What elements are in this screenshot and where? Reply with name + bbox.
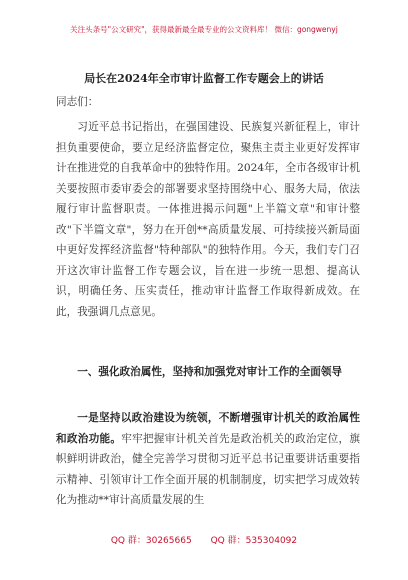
paragraph-point-1-lead: 一是坚持以政治建设为统领，不断增强审计机关的政治属性和政治功能。: [56, 412, 360, 445]
paragraph-intro: 习近平总书记指出，在强国建设、民族复兴新征程上，审计担负重要使命，要立足经济监督定位，聚焦主责主业更好发挥审计在推进党的自我革命中的独特作用。2024年，全市各级审计机关要按照市委审委会的部署要求坚持围绕中心、服务大局，依法履行审计监督职责。一体推进揭示问题"上半篇文章"和审计整改"下半篇文章"，努力在开创**高质量发展、可持续接兴新局面中更好发挥经济监督"特种部队"的独特作用。今天，我们专门召开这次审计监督工作专题会议，旨在进一步统一思想、提高认识，明确任务、压实责任，推动审计监督工作取得新成效。在此，我强调几点意见。: [56, 121, 360, 318]
salutation: 同志们：: [56, 96, 99, 108]
promo-banner: 关注头条号"公文研究"，获得最新最全最专业的公文资料库！ 微信：gongwenyj: [70, 25, 338, 34]
paragraph-point-1-body: 牢牢把握审计机关首先是政治机关的政治定位，旗帜鲜明讲政治，健全完善学习贯彻习近平总书记重要讲话重要指示精神、引领审计工作全面开展的机制制度，切实把学习成效转化为推动**审计高质量发展的生: [56, 432, 360, 506]
paragraph-point-1: [56, 408, 360, 511]
document-title: 局长在2024年全市审计监督工作专题会上的讲话: [84, 72, 324, 85]
section-heading-1: 一、强化政治属性，坚持和加强党对审计工作的全面领导: [77, 366, 343, 378]
footer-qq-group-2: QQ 群：535304092: [210, 536, 298, 546]
footer-contact: [0, 533, 408, 546]
footer-qq-group-1: QQ 群：30265665: [110, 536, 192, 546]
